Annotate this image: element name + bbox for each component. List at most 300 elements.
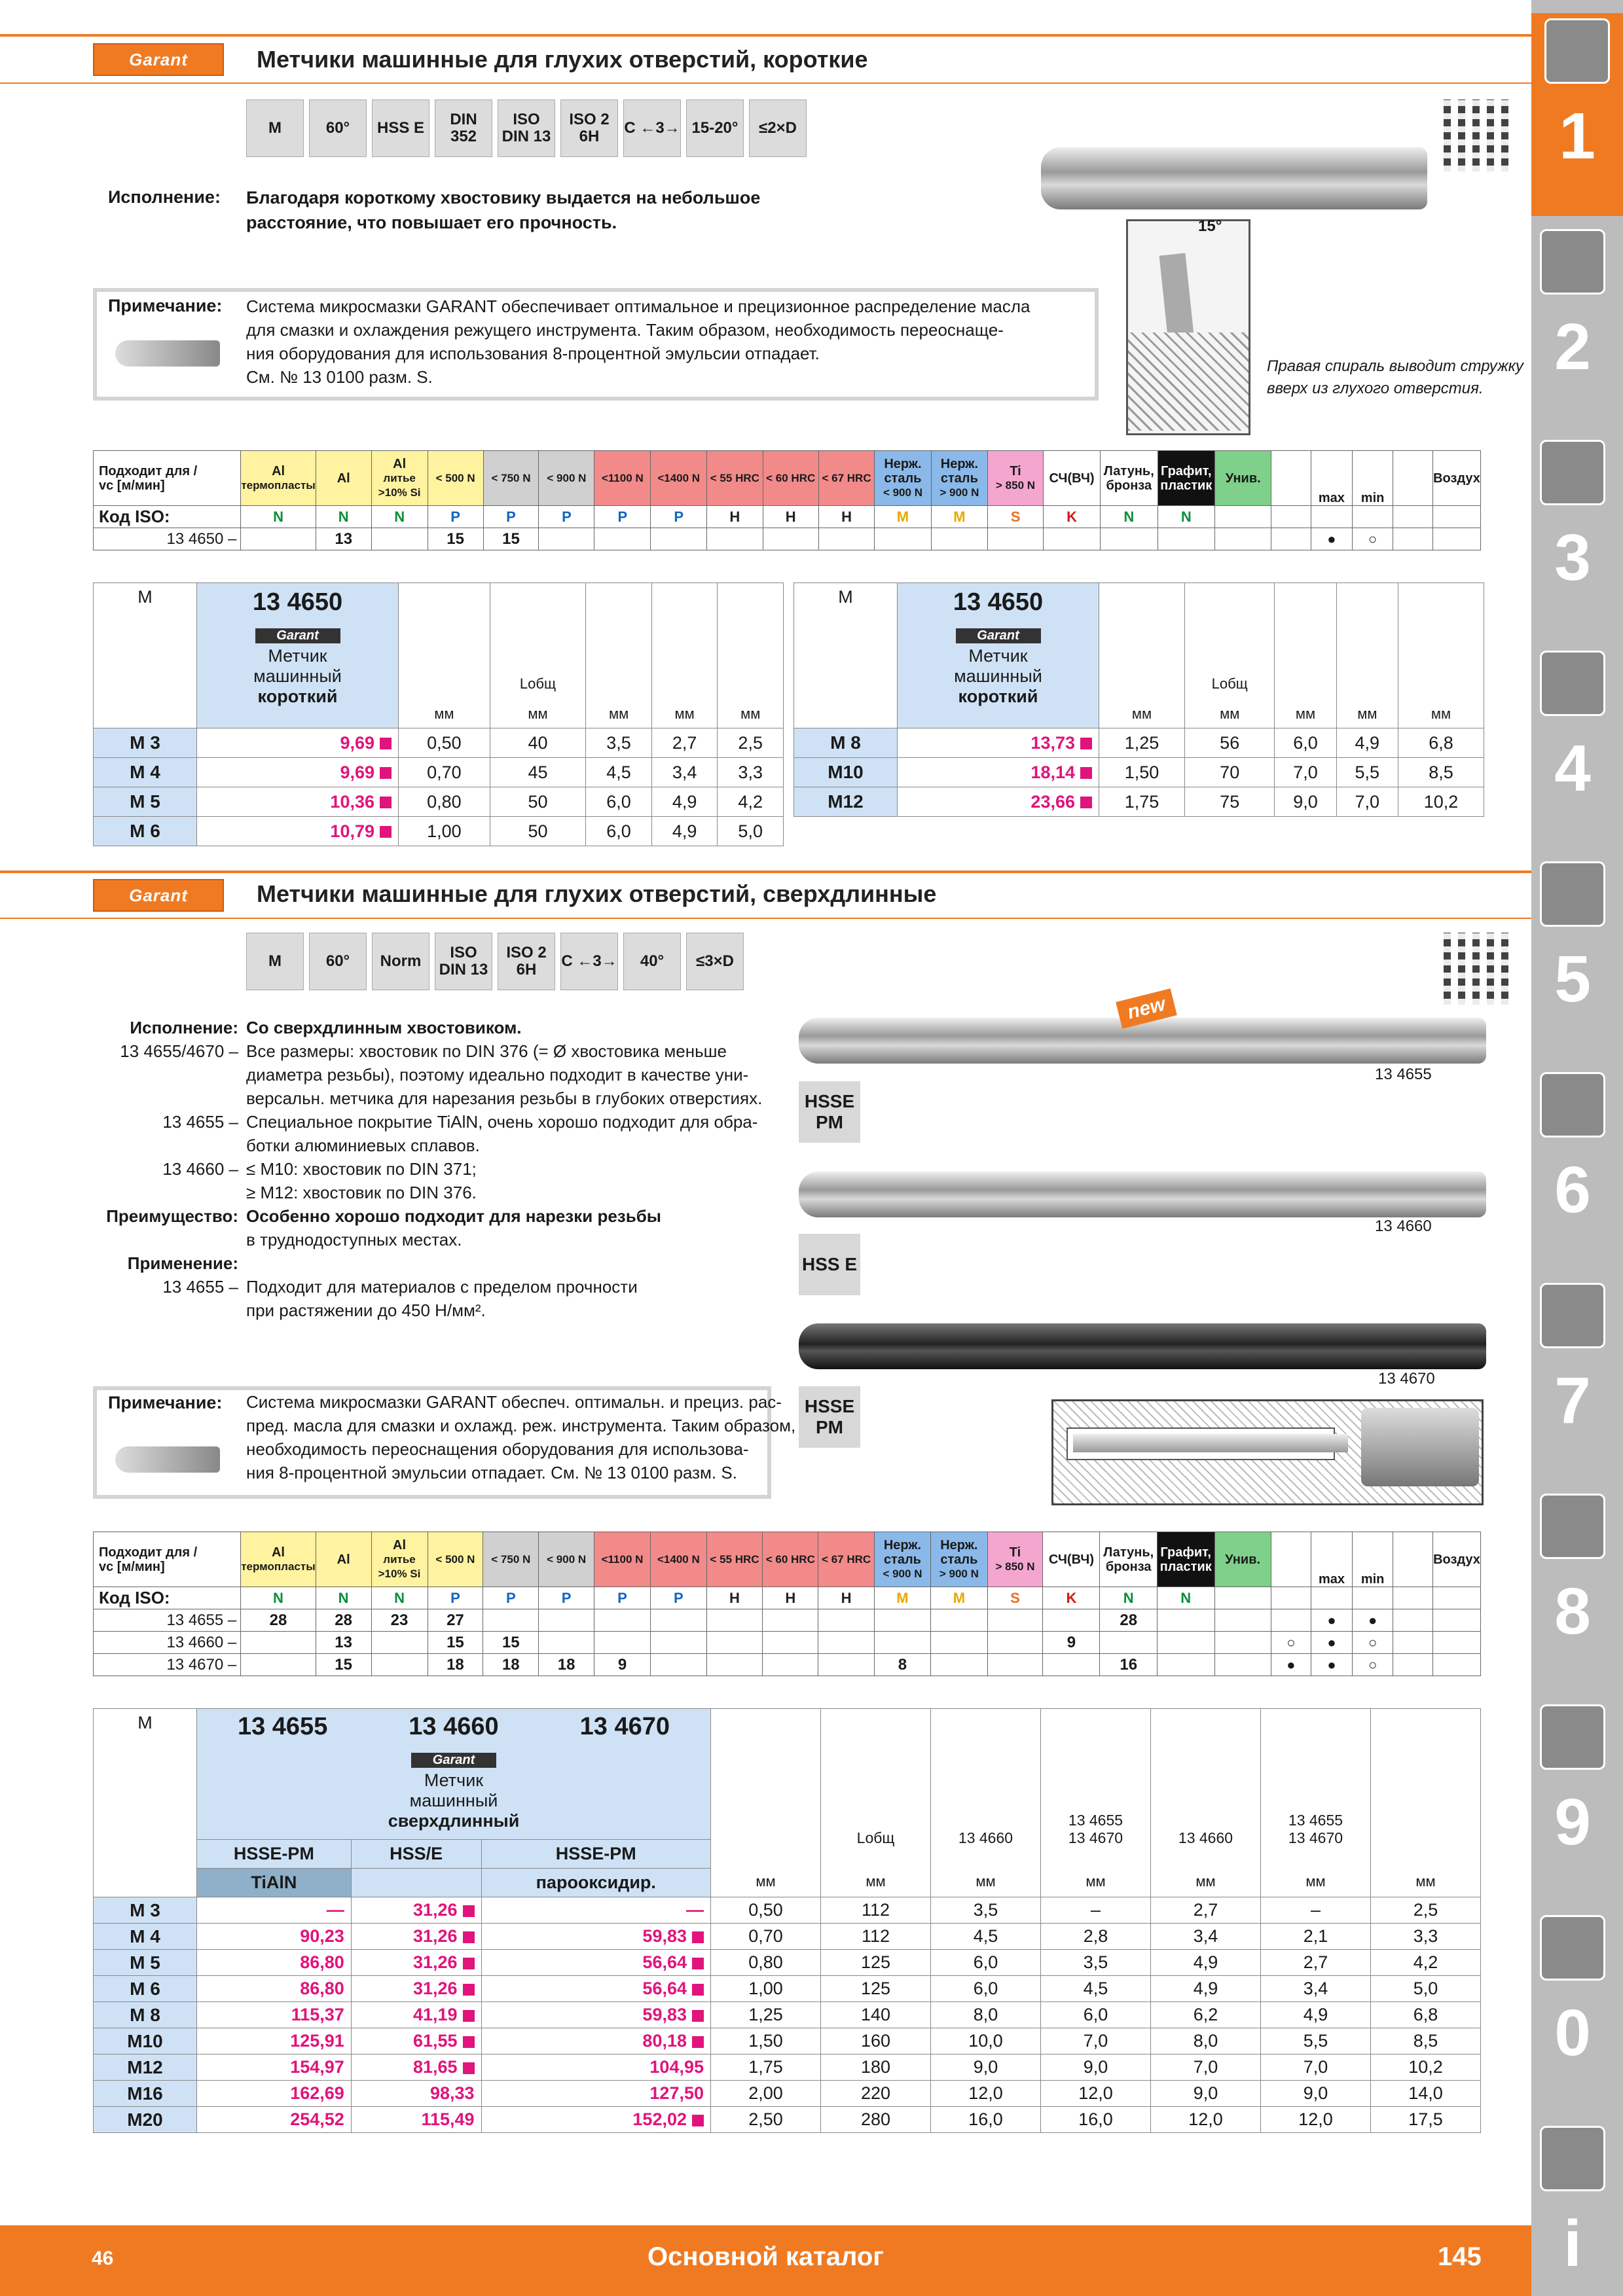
dim-value: 10,2 [1398,787,1484,817]
coolant-column [1352,1532,1393,1587]
dim-sub: 13 4670 [1068,1829,1123,1846]
dim-header [1398,583,1484,728]
speed-cell: 28 [241,1609,316,1632]
suit-header-label [94,1532,241,1587]
tool-image-short [1041,147,1427,209]
price-cell[interactable] [197,1950,352,1976]
price-cell[interactable] [197,728,399,758]
chapter-icon [1540,861,1605,927]
price-cell[interactable] [197,2028,352,2054]
suit-row [94,1609,1481,1632]
footer-bar [0,2225,1531,2296]
material-column [241,1532,316,1587]
speed-cell [706,1654,762,1676]
section-rule [0,918,1531,919]
price-cell[interactable] [351,1897,481,1924]
speed-cell [931,1654,987,1676]
speed-cell [241,1632,316,1654]
speed-cell [371,528,428,550]
speed-cell [818,1632,874,1654]
dim-value: 4,5 [586,758,652,787]
empty-cell [1433,1609,1481,1632]
dim-value: 14,0 [1371,2081,1481,2107]
dim-value: 12,0 [1041,2081,1151,2107]
row-label: 13 4655 – [94,1609,241,1632]
price: 59,83 [642,2005,687,2024]
iso-label: Код ISO: [94,506,241,528]
table-row [94,758,784,787]
material-spec: термопласты [241,1560,316,1573]
article-number: 13 4670 [579,1713,670,1740]
chapter-tab-4[interactable] [1534,645,1611,805]
stock-square-icon [1080,797,1092,808]
dim-header [1261,1709,1371,1897]
dim-header [399,583,490,728]
material-spec: литье >10% Si [378,1552,421,1580]
desc: короткий [958,687,1038,706]
chapter-tab-1[interactable] [1531,13,1623,216]
stock-square-icon [463,2062,475,2074]
dim-header [490,583,586,728]
ltot-label: Lобщ [519,675,556,692]
thread-size: M 3 [94,1897,197,1924]
material-column [483,1532,539,1587]
dim-value: 4,9 [1151,1950,1261,1976]
material-spec: > 850 N [995,1560,1035,1573]
thread-size: M16 [94,2081,197,2107]
price: 56,64 [642,1952,687,1972]
chapter-icon [1540,1704,1605,1770]
price-cell[interactable] [481,1976,710,2002]
spec-symbol [686,99,744,157]
price-cell[interactable] [197,1924,352,1950]
chapter-tab-6[interactable] [1534,1067,1611,1227]
chapter-tab-2[interactable] [1534,224,1611,384]
suit-label: vc [м/мин] [99,1559,165,1574]
material-spec: <1400 N [657,471,701,484]
speed-cell [1043,1609,1100,1632]
speed-cell [371,1632,428,1654]
empty-cell [1271,506,1311,528]
empty-cell [1311,1587,1353,1609]
chapter-number: 8 [1554,1575,1591,1648]
unit-label: мм [1195,1873,1216,1890]
table-row [94,1897,1481,1924]
speed-cell [818,1609,874,1632]
angle-label: 15° [1198,217,1222,235]
price-cell[interactable] [351,2002,481,2028]
material-name: Нерж. сталь [940,456,979,486]
material-name: Ti [1009,1545,1021,1560]
row-label: 13 4650 – [94,528,241,550]
dim-value: 50 [490,817,586,846]
price-cell[interactable] [481,2028,710,2054]
chapter-tab-3[interactable] [1534,435,1611,594]
speed-cell [1043,1654,1100,1676]
unit-label: мм [1085,1873,1106,1890]
speed-cell [1157,1632,1214,1654]
price: 13,73 [1030,732,1075,753]
dim-value: 8,5 [1371,2028,1481,2054]
unit-label: мм [528,706,548,722]
dim-value: 0,50 [399,728,490,758]
micro-lubrication-icon [115,340,220,367]
price-cell[interactable] [898,787,1099,817]
price-cell[interactable] [481,2002,710,2028]
iso-label: Код ISO: [94,1587,241,1609]
line-text: ботки алюминиевых сплавов. [246,1136,480,1155]
note-line: ния 8-процентной эмульсии отпадает. См. № 13 0100 разм. S. [246,1463,737,1482]
price: 90,23 [300,1926,344,1946]
iso-code: H [763,1587,818,1609]
garant-logo: Garant [93,879,224,912]
chapter-tab-7[interactable] [1534,1278,1611,1437]
dim-sub: 13 4670 [1288,1829,1343,1846]
speed-cell [818,1654,874,1676]
dim-value: 7,0 [1275,758,1336,787]
material-spec: <1100 N [601,1552,644,1566]
article-number: 13 4650 [252,588,343,616]
material-column [763,451,818,506]
price-cell[interactable] [481,2081,710,2107]
price-cell[interactable] [197,758,399,787]
chapter-number: 7 [1554,1364,1591,1437]
tool-image-134655 [799,1018,1486,1064]
chapter-tab-9[interactable] [1534,1699,1611,1859]
spec-symbol-label: DIN 352 [450,111,477,145]
desc: машинный [253,666,342,686]
dim-value: 10,2 [1371,2054,1481,2081]
price-cell[interactable] [481,1924,710,1950]
material-column [875,451,931,506]
dim-value: 9,0 [931,2054,1041,2081]
speed-cell [987,1632,1043,1654]
dim-value: 50 [490,787,586,817]
speed-cell: 16 [1100,1654,1157,1676]
price: 254,52 [290,2109,344,2129]
unit-label: мм [1357,706,1377,722]
dim-value: 3,4 [1261,1976,1371,2002]
chapter-tab-i[interactable] [1534,2121,1611,2280]
dim-value: 7,0 [1336,787,1398,817]
dim-header [1185,583,1275,728]
price: 154,97 [290,2057,344,2077]
price-cell[interactable] [481,1950,710,1976]
chapter-tab-8[interactable] [1534,1488,1611,1648]
dim-value: 75 [1185,787,1275,817]
line-label: Применение: [127,1253,238,1273]
coolant-dot: ● [1311,1654,1353,1676]
chapter-number: 6 [1554,1153,1591,1227]
article-cell [197,1709,711,1840]
speed-cell [931,528,987,550]
exec-text: расстояние, что повышает его прочность. [246,213,617,232]
unit-label: мм [1305,1873,1326,1890]
price-cell[interactable] [197,2054,352,2081]
table-row [94,2054,1481,2081]
dim-value: 9,0 [1151,2081,1261,2107]
tool-image-134660 [799,1172,1486,1217]
speed-cell: 13 [316,1632,371,1654]
material-spec: литье >10% Si [378,471,421,499]
iso-code: N [1158,506,1215,528]
price-cell[interactable] [351,2054,481,2081]
empty-cell [1352,1587,1393,1609]
coolant-dot [1271,1609,1311,1632]
unit-label: мм [866,1873,886,1890]
price-cell[interactable] [898,758,1099,787]
price-cell[interactable] [351,1976,481,2002]
dim-value: 4,5 [931,1924,1041,1950]
empty-cell [1393,1632,1433,1654]
dim-value: 220 [821,2081,931,2107]
dim-value: 6,0 [931,1950,1041,1976]
chapter-icon [1540,1283,1605,1348]
spec-symbol [309,99,367,157]
material-spec: термопласты [241,478,316,492]
speed-cell [763,1632,818,1654]
holder-shape [1361,1408,1479,1486]
dim-value: 1,50 [711,2028,821,2054]
thread-size: M 4 [94,1924,197,1950]
speed-cell [874,1609,930,1632]
material-column [483,451,539,506]
price-cell[interactable] [351,2081,481,2107]
dim-header [1041,1709,1151,1897]
iso-code: P [483,506,539,528]
material-column [707,451,763,506]
grade-box: HSSE PM [799,1081,860,1143]
dim-sub: 13 4660 [1178,1829,1233,1846]
price-cell[interactable] [197,2107,352,2133]
speed-cell [987,1609,1043,1632]
iso-code: N [241,1587,316,1609]
spec-symbol [623,933,681,990]
stock-square-icon [692,2115,704,2126]
dim-value: 9,0 [1261,2081,1371,2107]
qr-code[interactable] [1444,933,1516,1005]
speed-cell [483,1609,539,1632]
dim-header [586,583,652,728]
speed-cell [650,1609,706,1632]
price-cell[interactable] [197,2081,352,2107]
speed-cell [875,528,931,550]
thread-size: M 3 [94,728,197,758]
desc: сверхдлинный [388,1811,520,1831]
stock-square-icon [463,1905,475,1917]
price-cell[interactable] [197,787,399,817]
spec-symbol [560,933,618,990]
dim-value: 10,0 [931,2028,1041,2054]
stock-square-icon [1080,767,1092,779]
speed-cell [706,1609,762,1632]
note-line: необходимость переоснащения оборудования для использова- [246,1439,749,1459]
footer-title: Основной каталог [647,2242,884,2271]
material-name: СЧ(ВЧ) [1048,1552,1094,1567]
material-column [1043,1532,1100,1587]
spec-symbol-label: ≤2×D [759,119,797,137]
coating-label: парооксидир. [481,1869,710,1897]
material-spec: < 750 N [491,1552,531,1566]
material-column [706,1532,762,1587]
stock-square-icon [692,2010,704,2022]
iso-code: N [1157,1587,1214,1609]
unit-label: мм [976,1873,996,1890]
price-cell[interactable] [351,1924,481,1950]
material-spec: > 850 N [996,478,1036,492]
speed-cell [241,528,316,550]
thread-size: M20 [94,2107,197,2133]
iso-code: M [931,1587,987,1609]
desc: короткий [257,687,338,706]
page-number-right: 145 [1438,2242,1482,2271]
stock-square-icon [463,1931,475,1943]
dim-value: 4,2 [718,787,784,817]
thread-size: M10 [94,2028,197,2054]
dim-value: 4,9 [1261,2002,1371,2028]
chapter-tab-0[interactable] [1534,1910,1611,2070]
spec-symbol [435,933,492,990]
dim-value: 125 [821,1950,931,1976]
material-name: Al [393,1537,406,1552]
dim-value: 0,70 [399,758,490,787]
price-cell[interactable] [197,2002,352,2028]
col-m: M [794,583,898,728]
price: 125,91 [290,2031,344,2051]
price: 23,66 [1030,791,1075,812]
material-column [763,1532,818,1587]
unit-label: мм [674,706,695,722]
dim-value: 9,0 [1041,2054,1151,2081]
speed-cell: 27 [428,1609,483,1632]
speed-cell [1214,1609,1271,1632]
speed-cell [1215,528,1271,550]
speed-cell [1214,1632,1271,1654]
price: 9,69 [340,732,374,753]
table-row [94,728,784,758]
price-cell[interactable] [197,1976,352,2002]
dim-value: – [1041,1897,1151,1924]
material-name: Ti [1010,463,1021,478]
speed-cell: 28 [1100,1609,1157,1632]
spec-symbol-label: 15-20° [691,119,739,137]
material-spec: < 750 N [491,471,531,484]
dim-sub: 13 4660 [958,1829,1013,1846]
garant-mini-logo: Garant [956,628,1041,643]
dim-value: 2,5 [1371,1897,1481,1924]
chapter-number: i [1563,2207,1582,2280]
dim-value: 4,9 [651,787,718,817]
price: 18,14 [1030,762,1075,782]
material-column [371,1532,428,1587]
coolant-column [1271,451,1311,506]
dim-value: 9,0 [1275,787,1336,817]
price: 10,79 [330,821,374,841]
speed-cell [763,528,818,550]
dim-value: 112 [821,1897,931,1924]
price-cell[interactable] [351,2028,481,2054]
iso-code: H [818,1587,874,1609]
coolant-dot: ○ [1352,1654,1393,1676]
coolant-column [1271,1532,1311,1587]
dim-value: 2,7 [651,728,718,758]
price: 61,55 [413,2031,458,2051]
iso-code: H [818,506,874,528]
table-row [94,787,784,817]
material-spec: < 55 HRC [710,471,759,484]
speed-cell: 15 [428,1632,483,1654]
dim-value: 6,0 [1041,2002,1151,2028]
desc: Метчик [268,646,327,666]
speed-cell [651,528,707,550]
stock-square-icon [380,738,392,749]
speed-cell [594,1609,651,1632]
coating-label [351,1869,481,1897]
price-cell[interactable] [481,2054,710,2081]
micro-lubrication-icon [115,1446,220,1473]
dim-value: 6,2 [1151,2002,1261,2028]
dim-value: 3,5 [931,1897,1041,1924]
qr-code[interactable] [1444,99,1516,171]
col-m: M [94,583,197,728]
suit-header-label [94,451,241,506]
dim-value: 3,5 [1041,1950,1151,1976]
price-cell[interactable] [481,2107,710,2133]
price-cell[interactable] [197,817,399,846]
unit-label: мм [1220,706,1240,722]
material-spec: < 500 N [435,1552,475,1566]
dim-value: 16,0 [931,2107,1041,2133]
row-label: 13 4660 – [94,1632,241,1654]
grade-box: HSSE PM [799,1386,860,1448]
speed-cell [931,1632,987,1654]
empty-cell [1433,1654,1481,1676]
dim-value: 2,1 [1261,1924,1371,1950]
spec-symbol [372,933,429,990]
iso-code: P [650,1587,706,1609]
material-name: Al [271,1545,285,1560]
speed-cell [539,528,594,550]
material-column [1044,451,1101,506]
speed-cell [706,1632,762,1654]
price-cell[interactable] [898,728,1099,758]
iso-code [1214,1587,1271,1609]
table-row [794,728,1484,758]
article-number: 13 4655 [237,1713,328,1740]
material-column [539,1532,594,1587]
dim-value: 6,0 [586,787,652,817]
stock-square-icon [380,767,392,779]
dim-value: 3,5 [586,728,652,758]
material-column [1101,451,1158,506]
iso-code: N [241,506,316,528]
spec-symbol [686,933,744,990]
material-column [1157,1532,1214,1587]
price: 104,95 [649,2057,704,2077]
line-text: в труднодоступных местах. [246,1230,462,1249]
price-cell[interactable] [351,2107,481,2133]
chapter-tab-5[interactable] [1534,856,1611,1016]
price-cell[interactable] [351,1950,481,1976]
price-cell[interactable] [481,1897,710,1924]
dim-value: 1,25 [1099,728,1185,758]
iso-code: P [594,1587,651,1609]
material-column [1158,451,1215,506]
price-cell[interactable] [197,1897,352,1924]
speed-cell [650,1632,706,1654]
line-text: Со сверхдлинным хвостовиком. [246,1018,522,1037]
price: 31,26 [413,1926,458,1946]
